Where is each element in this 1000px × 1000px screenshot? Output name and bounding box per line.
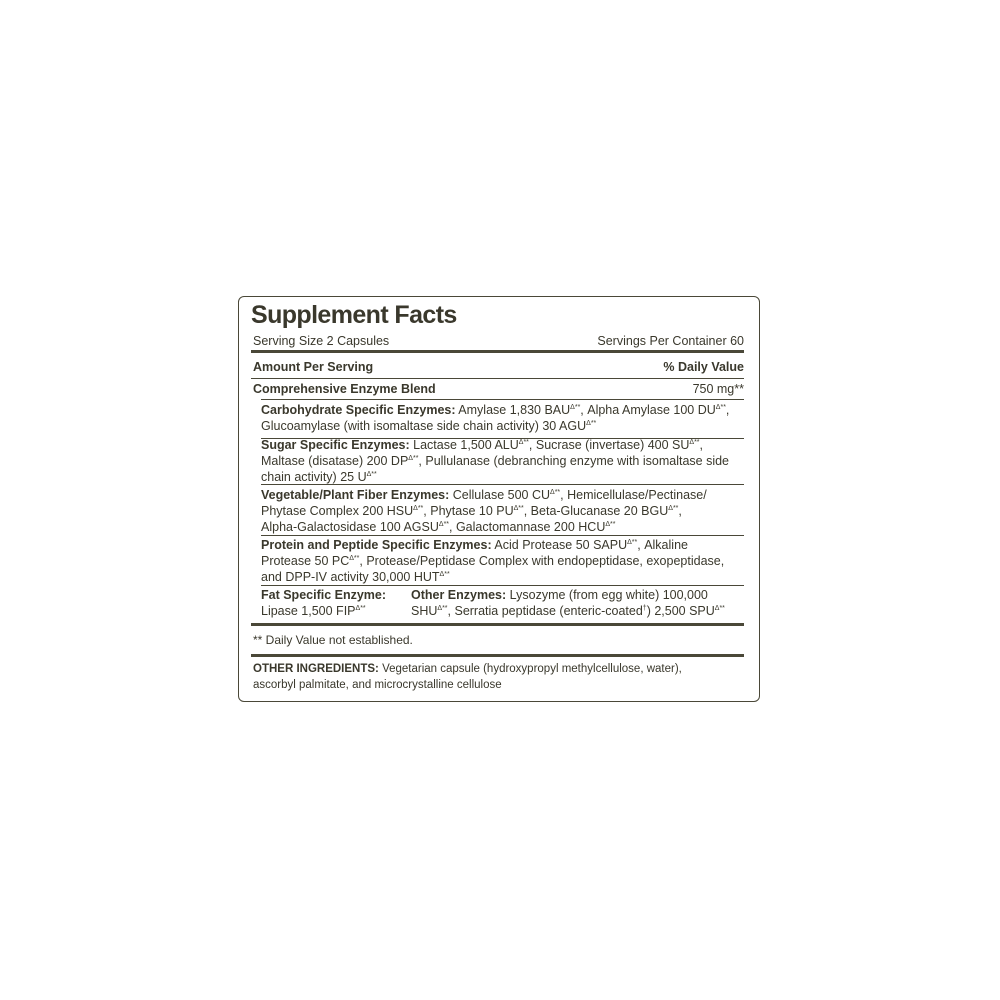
blend-amount: 750 mg** [692, 382, 744, 396]
superscript: Δ** [668, 505, 679, 512]
enzyme-text: Lipase 1,500 FIP [261, 604, 356, 618]
enzyme-text: , Protease/Peptidase Complex with endopeptidase, exopeptidase, [359, 554, 725, 568]
superscript: Δ** [513, 505, 524, 512]
other-ingredients [253, 661, 734, 693]
other-ingredients-label: OTHER INGREDIENTS: [253, 663, 379, 675]
footnote: ** Daily Value not established. [253, 633, 413, 647]
superscript: Δ** [408, 455, 419, 462]
enzyme-text: , Beta-Glucanase 20 BGU [523, 504, 669, 518]
enzyme-text: , Serratia peptidase (enteric-coated [447, 604, 643, 618]
amount-per-serving-label: Amount Per Serving [253, 360, 374, 374]
enzyme-text: , [678, 504, 682, 518]
daily-value-header: % Daily Value [663, 360, 744, 374]
enzyme-text: , [699, 438, 704, 452]
thick-divider [251, 654, 744, 657]
superscript: † [642, 605, 647, 612]
protein-label: Protein and Peptide Specific Enzymes: [261, 538, 492, 552]
superscript: Δ** [689, 439, 700, 446]
superscript: Δ** [550, 489, 561, 496]
enzyme-text: Cellulase 500 CU [449, 488, 551, 502]
superscript: Δ** [355, 605, 366, 612]
superscript: Δ** [349, 555, 360, 562]
carbohydrate-enzymes [261, 402, 744, 434]
superscript: Δ** [715, 404, 726, 411]
sugar-label: Sugar Specific Enzymes: [261, 438, 410, 452]
superscript: Δ** [366, 471, 377, 478]
thick-divider [251, 623, 744, 626]
enzyme-text: , Phytase 10 PU [423, 504, 514, 518]
enzyme-text: , Galactomannase 200 HCU [449, 520, 606, 534]
fat-label: Fat Specific Enzyme: [261, 588, 387, 602]
blend-row [253, 382, 744, 396]
divider [261, 535, 744, 536]
enzyme-text: Glucoamylase (with isomaltase side chain activity) 30 AGU [261, 419, 587, 433]
superscript: Δ** [438, 521, 450, 528]
enzyme-text: , Hemicellulase/Pectinase/ [560, 488, 707, 502]
enzyme-text: , [725, 403, 730, 417]
superscript: Δ** [570, 404, 581, 411]
superscript: Δ** [439, 571, 450, 578]
other-enzymes-label: Other Enzymes: [411, 588, 507, 602]
enzyme-text: , Sucrase (invertase) 400 SU [528, 438, 690, 452]
servings-per-container: Servings Per Container 60 [597, 334, 744, 348]
enzyme-text: Maltase (disatase) 200 DP [261, 454, 409, 468]
superscript: Δ** [437, 605, 448, 612]
superscript: Δ** [605, 521, 616, 528]
divider [251, 378, 744, 379]
other-enzymes [411, 587, 725, 619]
enzyme-text: ) 2,500 SPU [646, 604, 715, 618]
protein-enzymes [261, 537, 744, 585]
sugar-enzymes [261, 437, 744, 485]
supplement-facts-panel [238, 296, 760, 702]
carbohydrate-label: Carbohydrate Specific Enzymes: [261, 403, 456, 417]
enzyme-text: , Alkaline [637, 538, 688, 552]
serving-info [253, 334, 744, 348]
blend-name: Comprehensive Enzyme Blend [253, 382, 436, 396]
superscript: Δ** [518, 439, 529, 446]
enzyme-text: chain activity) 25 U [261, 470, 367, 484]
divider [261, 399, 744, 400]
enzyme-text: , Alpha Amylase 100 DU [580, 403, 716, 417]
superscript: Δ** [586, 420, 597, 427]
amount-header-row [253, 360, 744, 374]
enzyme-text: SHU [411, 604, 438, 618]
enzyme-text: Amylase 1,830 BAU [455, 403, 571, 417]
superscript: Δ** [714, 605, 725, 612]
enzyme-text: Acid Protease 50 SAPU [491, 538, 628, 552]
superscript: Δ** [627, 539, 638, 546]
vegetable-label: Vegetable/Plant Fiber Enzymes: [261, 488, 450, 502]
divider [261, 585, 744, 586]
vegetable-enzymes [261, 487, 744, 535]
enzyme-text: , Pullulanase (debranching enzyme with isomaltase side [418, 454, 730, 468]
fat-enzymes [261, 587, 386, 619]
divider [261, 484, 744, 485]
ingredients-text: Vegetarian capsule (hydroxypropyl methylcellulose, water), [378, 663, 682, 675]
enzyme-text: and DPP-IV activity 30,000 HUT [261, 570, 440, 584]
enzyme-text: Protease 50 PC [261, 554, 350, 568]
superscript: Δ** [413, 505, 424, 512]
serving-size: Serving Size 2 Capsules [253, 334, 390, 348]
panel-title: Supplement Facts [251, 301, 457, 329]
enzyme-text: Lysozyme (from egg white) 100,000 [506, 588, 708, 602]
thick-divider [251, 350, 744, 353]
enzyme-text: Lactase 1,500 ALU [409, 438, 519, 452]
enzyme-text: Alpha-Galactosidase 100 AGSU [261, 520, 439, 534]
ingredients-text: ascorbyl palmitate, and microcrystalline cellulose [253, 679, 502, 691]
enzyme-text: Phytase Complex 200 HSU [261, 504, 414, 518]
